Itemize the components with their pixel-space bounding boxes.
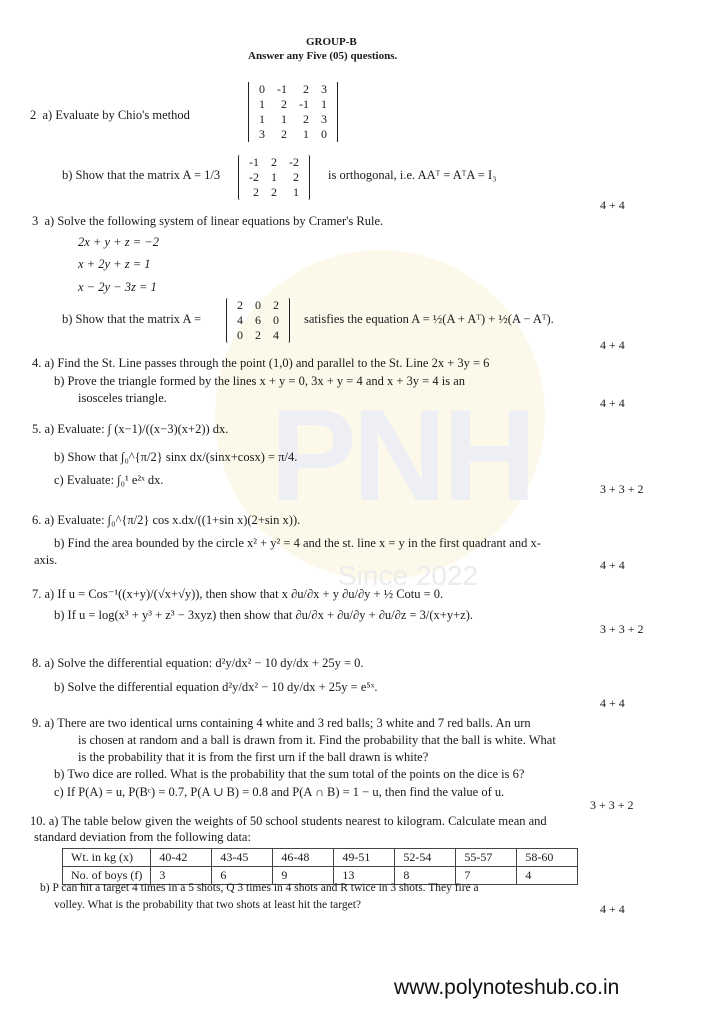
- q5c: c) Evaluate: ∫₀¹ e²ˣ dx.: [54, 473, 164, 487]
- q10a-cont: standard deviation from the following data:: [34, 830, 251, 844]
- q3-marks: 4 + 4: [600, 338, 625, 352]
- q7a: 7. a) If u = Cos⁻¹((x+y)/(√x+√y)), then show that x ∂u/∂x + y ∂u/∂y + ½ Cotu = 0.: [32, 587, 444, 601]
- watermark-since: Since 2022: [338, 560, 479, 591]
- q2a: 2 a) Evaluate by Chio's method: [30, 108, 190, 122]
- q4a: 4. a) Find the St. Line passes through the point (1,0) and parallel to the St. Line 2x + 3y = 6: [32, 356, 490, 370]
- q5a: 5. a) Evaluate: ∫ (x−1)/((x−3)(x+2)) dx.: [32, 422, 229, 436]
- q5-marks: 3 + 3 + 2: [600, 482, 644, 496]
- q3b: b) Show that the matrix A =: [62, 312, 201, 326]
- q9c: c) If P(A) = u, P(Bᶜ) = 0.7, P(A ∪ B) = 0.8 and P(A ∩ B) = 1 − u, then find the value of u.: [54, 785, 505, 799]
- q4-marks: 4 + 4: [600, 396, 625, 410]
- q3a-eq3: x − 2y − 3z = 1: [78, 280, 157, 294]
- q9a-cont2: is the probability that it is from the first urn if the ball drawn is white?: [78, 750, 429, 764]
- q6b: b) Find the area bounded by the circle x² + y² = 4 and the st. line x = y in the first quadrant and x-: [54, 536, 541, 550]
- watermark-logo: PNH: [270, 382, 533, 528]
- q2b-tail: is orthogonal, i.e. AAᵀ = AᵀA = I₃: [328, 168, 497, 182]
- q5b: b) Show that ∫₀^{π/2} sinx dx/(sinx+cosx) = π/4.: [54, 450, 298, 464]
- q3a-eq2: x + 2y + z = 1: [78, 257, 151, 271]
- q6a: 6. a) Evaluate: ∫₀^{π/2} cos x.dx/((1+sin x)(2+sin x)).: [32, 513, 301, 527]
- q4b: b) Prove the triangle formed by the lines x + y = 0, 3x + y = 4 and x + 3y = 4 is an: [54, 374, 465, 388]
- q6b-cont: axis.: [34, 553, 58, 567]
- q8b: b) Solve the differential equation d²y/dx² − 10 dy/dx + 25y = e⁵ˣ.: [54, 680, 378, 694]
- q9a: 9. a) There are two identical urns containing 4 white and 3 red balls; 3 white and 7 red balls. An urn: [32, 716, 531, 730]
- q2b: b) Show that the matrix A = 1/3: [62, 168, 221, 182]
- q10b: b) P can hit a target 4 times in a 5 shots, Q 3 times in 4 shots and R twice in 3 shots. They fire a: [40, 882, 479, 894]
- q3a: 3 a) Solve the following system of linear equations by Cramer's Rule.: [32, 214, 384, 228]
- q9b: b) Two dice are rolled. What is the probability that the sum total of the points on the dice is 6?: [54, 767, 525, 781]
- q3a-eq1: 2x + y + z = −2: [78, 235, 159, 249]
- q10b-cont: volley. What is the probability that two shots at least hit the target?: [54, 899, 362, 911]
- q3b-matrix: 2 0 2 4 6 0 0 2 4: [226, 298, 290, 343]
- instruction: Answer any Five (05) questions.: [248, 50, 398, 62]
- q9a-cont1: is chosen at random and a ball is drawn from it. Find the probability that the ball is white. What: [78, 733, 556, 747]
- q3b-tail: satisfies the equation A = ½(A + Aᵀ) + ½(A − Aᵀ).: [304, 312, 554, 326]
- q2-marks: 4 + 4: [600, 198, 625, 212]
- q9-marks: 3 + 3 + 2: [590, 798, 634, 812]
- q10a: 10. a) The table below given the weights of 50 school students nearest to kilogram. Calculate mean and: [30, 814, 547, 828]
- footer-url: www.polynoteshub.co.in: [394, 976, 620, 999]
- q10-marks: 4 + 4: [600, 902, 625, 916]
- table-row: Wt. in kg (x) 40-42 43-45 46-48 49-51 52-54 55-57 58-60: [63, 849, 578, 867]
- q8-marks: 4 + 4: [600, 696, 625, 710]
- table-row: No. of boys (f) 3 6 9 13 8 7 4: [63, 867, 578, 885]
- q7-marks: 3 + 3 + 2: [600, 622, 644, 636]
- q2a-determinant: 0 -1 2 3 1 2 -1 1 1 1 2 3 3 2 1 0: [248, 82, 338, 142]
- q2b-matrix: -1 2 -2 -2 1 2 2 2 1: [238, 155, 310, 200]
- group-title: GROUP-B: [306, 36, 357, 48]
- q6-marks: 4 + 4: [600, 558, 625, 572]
- q7b: b) If u = log(x³ + y³ + z³ − 3xyz) then show that ∂u/∂x + ∂u/∂y + ∂u/∂z = 3/(x+y+z).: [54, 608, 473, 622]
- q4b-cont: isosceles triangle.: [78, 391, 167, 405]
- q8a: 8. a) Solve the differential equation: d²y/dx² − 10 dy/dx + 25y = 0.: [32, 656, 364, 670]
- weights-table: [62, 848, 578, 885]
